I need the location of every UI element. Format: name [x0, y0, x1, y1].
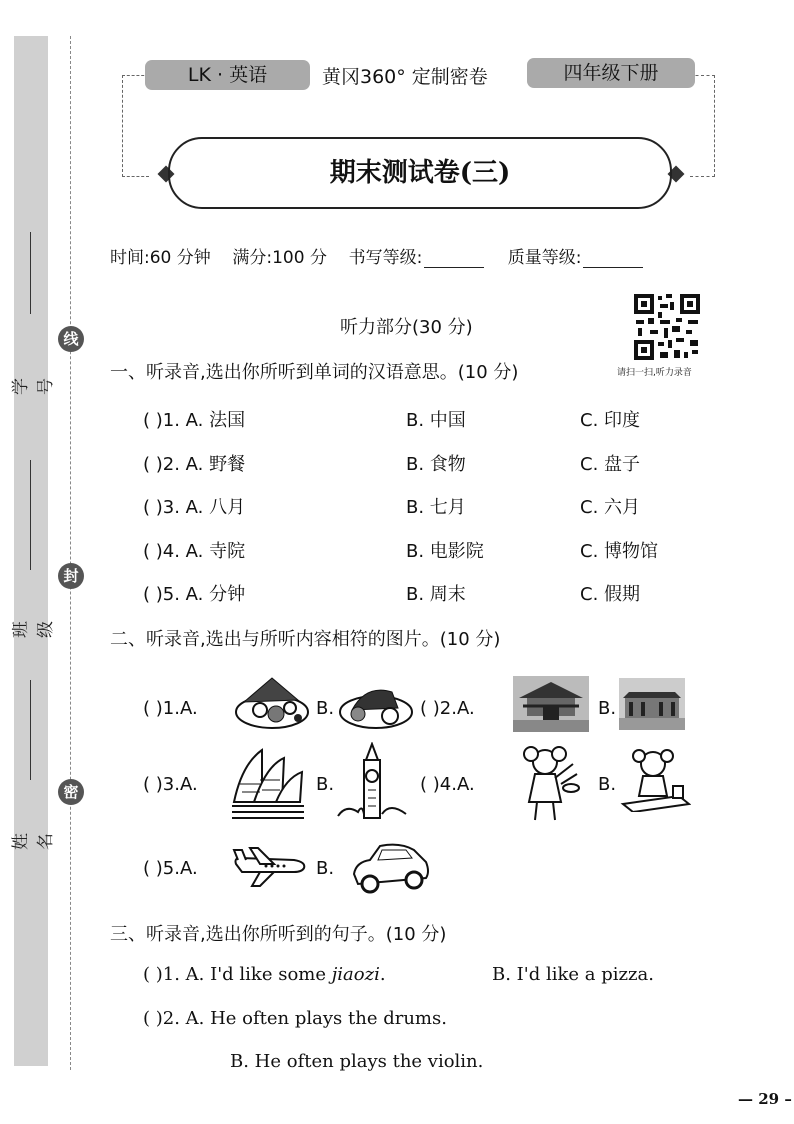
- s2-q4-b[interactable]: B.: [598, 774, 617, 795]
- section3-heading: 三、听录音,选出你所听到的句子。(10 分): [110, 924, 447, 945]
- page-number: — 29 –: [738, 1090, 792, 1108]
- quality-grade-blank[interactable]: [583, 251, 643, 268]
- s3-q1-a-italic: jiaozi: [331, 964, 380, 985]
- s2-q2-label[interactable]: ( )2.A.: [420, 698, 475, 719]
- s1-q3-a[interactable]: ( )3. A. 八月: [143, 497, 246, 518]
- car-icon[interactable]: [350, 840, 432, 900]
- museum-icon[interactable]: [619, 678, 685, 734]
- qr-code-icon[interactable]: [632, 292, 702, 366]
- plane-icon[interactable]: [230, 844, 308, 894]
- opera-house-icon[interactable]: [232, 744, 304, 824]
- cut-line: [70, 36, 71, 1070]
- class-blank: [30, 460, 31, 570]
- s1-q1-b[interactable]: B. 中国: [406, 410, 466, 431]
- s1-q2-b[interactable]: B. 食物: [406, 454, 466, 475]
- temple-icon[interactable]: [513, 676, 589, 736]
- s1-q4-c[interactable]: C. 博物馆: [580, 541, 659, 562]
- s3-q2-b[interactable]: B. He often plays the violin.: [230, 1051, 484, 1072]
- subject-tag: LK · 英语: [145, 60, 310, 90]
- name-blank: [30, 680, 31, 780]
- s3-q1-a[interactable]: [143, 964, 386, 985]
- s2-q5-b[interactable]: B.: [316, 858, 335, 879]
- class-label: 班级: [11, 621, 56, 638]
- food-platter-icon[interactable]: [232, 672, 312, 736]
- page-title: 期末测试卷(三): [168, 137, 672, 209]
- section2-heading: 二、听录音,选出与所听内容相符的图片。(10 分): [110, 629, 501, 650]
- s1-q2-a[interactable]: ( )2. A. 野餐: [143, 454, 246, 475]
- girl-drawing-icon[interactable]: [619, 746, 691, 816]
- seal-seal-badge: 封: [58, 563, 84, 589]
- s1-q3-c[interactable]: C. 六月: [580, 497, 641, 518]
- listening-heading: 听力部分(30 分): [340, 317, 473, 338]
- header-bracket-left: [122, 75, 149, 177]
- writing-grade-label: 书写等级:: [348, 248, 423, 268]
- qr-caption: 请扫一扫,听力录音: [617, 368, 692, 378]
- exam-info: [110, 243, 661, 268]
- s1-q1-c[interactable]: C. 印度: [580, 410, 641, 431]
- s2-q2-b[interactable]: B.: [598, 698, 617, 719]
- girl-drumming-icon[interactable]: [515, 744, 581, 828]
- big-ben-icon[interactable]: [336, 742, 408, 826]
- s1-q5-c[interactable]: C. 假期: [580, 584, 641, 605]
- binding-strip: [14, 36, 48, 1066]
- section1-heading: 一、听录音,选出你所听到单词的汉语意思。(10 分): [110, 362, 519, 383]
- s2-q1-b[interactable]: B.: [316, 698, 335, 719]
- header-bracket-right: [690, 75, 715, 177]
- s1-q1-a[interactable]: ( )1. A. 法国: [143, 410, 246, 431]
- quality-grade-label: 质量等级:: [507, 248, 582, 268]
- full-score-text: 满分:100 分: [232, 248, 327, 268]
- series-name: 黄冈360° 定制密卷: [322, 66, 488, 88]
- s3-q1-b[interactable]: B. I'd like a pizza.: [492, 964, 654, 985]
- s1-q5-a[interactable]: ( )5. A. 分钟: [143, 584, 246, 605]
- food-plate-icon[interactable]: [336, 680, 416, 736]
- s2-q3-b[interactable]: B.: [316, 774, 335, 795]
- s3-q1-a-text: ( )1. A. I'd like some: [143, 964, 332, 985]
- s1-q4-a[interactable]: ( )4. A. 寺院: [143, 541, 246, 562]
- grade-tag: 四年级下册: [527, 58, 695, 88]
- s2-q1-label[interactable]: ( )1.A.: [143, 698, 198, 719]
- seal-secret-badge: 密: [58, 779, 84, 805]
- s1-q2-c[interactable]: C. 盘子: [580, 454, 641, 475]
- s2-q4-label[interactable]: ( )4.A.: [420, 774, 475, 795]
- s1-q4-b[interactable]: B. 电影院: [406, 541, 484, 562]
- s3-q1-a-dot: .: [379, 964, 386, 985]
- s2-q3-label[interactable]: ( )3.A.: [143, 774, 198, 795]
- s1-q5-b[interactable]: B. 周末: [406, 584, 466, 605]
- seal-line-badge: 线: [58, 326, 84, 352]
- s3-q2-a[interactable]: ( )2. A. He often plays the drums.: [143, 1008, 447, 1029]
- writing-grade-blank[interactable]: [424, 251, 484, 268]
- s2-q5-label[interactable]: ( )5.A.: [143, 858, 198, 879]
- name-label: 姓名: [11, 833, 56, 850]
- student-id-blank: [30, 232, 31, 314]
- time-text: 时间:60 分钟: [110, 248, 211, 268]
- student-id-label: 学号: [11, 378, 56, 395]
- s1-q3-b[interactable]: B. 七月: [406, 497, 466, 518]
